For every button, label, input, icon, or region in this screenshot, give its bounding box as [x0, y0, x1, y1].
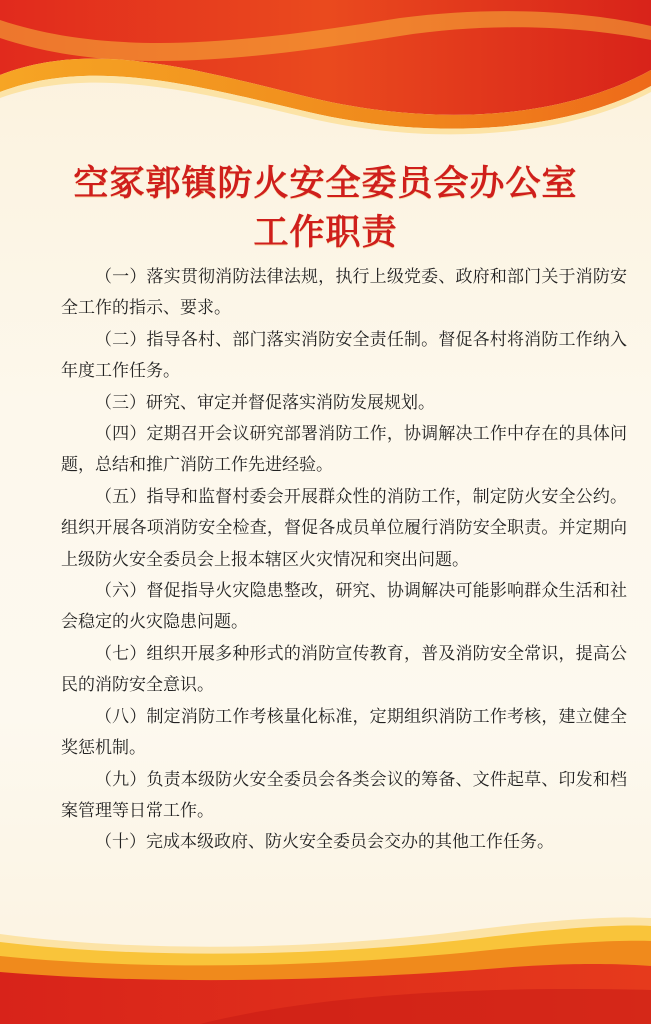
- duty-item: （四）定期召开会议研究部署消防工作，协调解决工作中存在的具体问题，总结和推广消防工作先进经验。: [61, 424, 627, 476]
- bottom-wave-banner: [0, 894, 651, 1024]
- duties-list: [61, 262, 627, 859]
- page-subtitle: 工作职责: [253, 212, 398, 253]
- duty-item: （一）落实贯彻消防法律法规，执行上级党委、政府和部门关于消防安全工作的指示、要求。: [61, 267, 627, 319]
- duty-item: （七）组织开展多种形式的消防宣传教育，普及消防安全常识，提高公民的消防安全意识。: [61, 643, 627, 696]
- top-wave-banner: [0, 0, 651, 140]
- duty-item: （八）制定消防工作考核量化标准，定期组织消防工作考核，建立健全奖惩机制。: [61, 706, 627, 759]
- page-title: 空冢郭镇防火安全委员会办公室: [73, 163, 578, 204]
- duty-item: （十）完成本级政府、防火安全委员会交办的其他工作任务。: [95, 832, 554, 853]
- duty-item: （九）负责本级防火安全委员会各类会议的筹备、文件起草、印发和档案管理等日常工作。: [61, 769, 627, 821]
- duty-item: （三）研究、审定并督促落实消防发展规划。: [95, 392, 435, 413]
- duty-item: （二）指导各村、部门落实消防安全责任制。督促各村将消防工作纳入年度工作任务。: [61, 329, 627, 382]
- duty-item: （六）督促指导火灾隐患整改，研究、协调解决可能影响群众生活和社会稳定的火灾隐患问题。: [61, 581, 627, 633]
- duty-item: （五）指导和监督村委会开展群众性的消防工作，制定防火安全公约。组织开展各项消防安全检查，督促各成员单位履行消防安全职责。并定期向上级防火安全委员会上报本辖区火灾情况和突出问题。: [61, 486, 627, 570]
